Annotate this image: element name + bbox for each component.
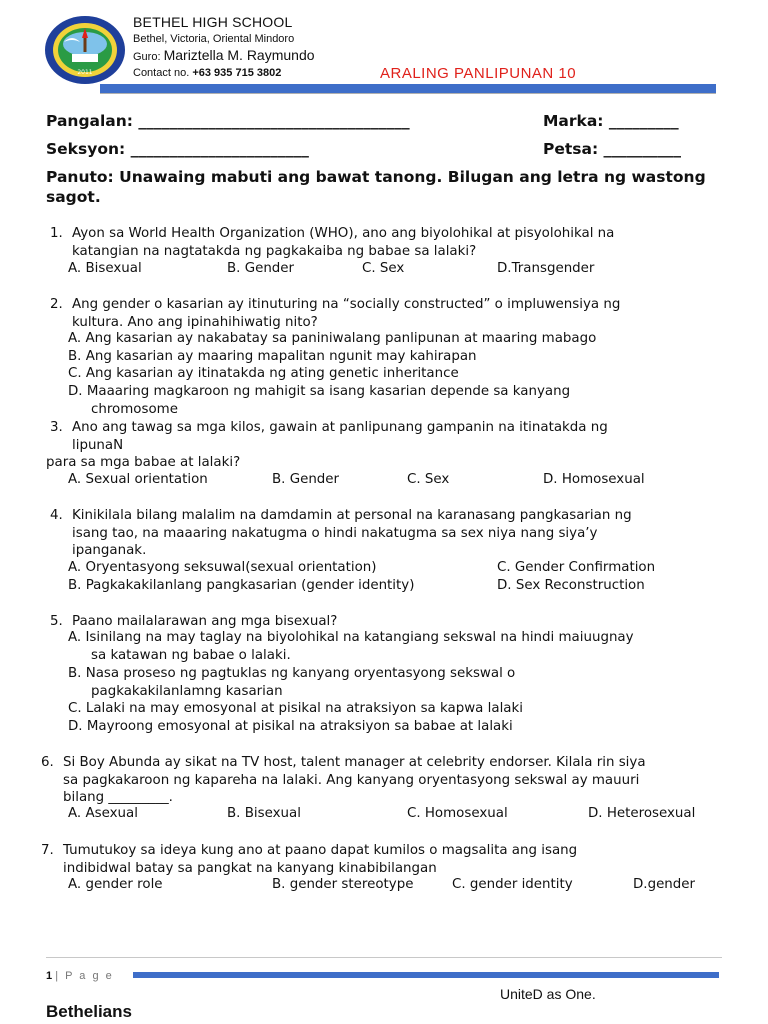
question-line: Si Boy Abunda ay sikat na TV host, talent manager at celebrity endorser. Kilala rin siya [63, 755, 646, 770]
header-divider-bar [100, 84, 716, 93]
option-d[interactable]: D. Maaaring magkaroon ng mahigit sa isang kasarian depende sa kanyang [68, 384, 571, 399]
option-c[interactable]: C. gender identity [452, 877, 573, 892]
option-b[interactable]: B. Nasa proseso ng pagtuklas ng kanyang oryentasyong sekswal o [68, 666, 516, 681]
option-b-continued: pagkakakilanlamng kasarian [91, 684, 283, 699]
question-line: sa pagkakaroon ng kapareha na lalaki. Ang kanyang oryentasyong sekswal ay mauuri [63, 772, 640, 788]
option-b[interactable]: B. Bisexual [227, 806, 301, 821]
question-line: katangian na nagtatakda ng pagkakaiba ng babae sa lalaki? [72, 243, 477, 259]
question-line: Kinikilala bilang malalim na damdamin at personal na karanasang pangkasarian ng [72, 508, 632, 523]
option-c[interactable]: C. Sex [362, 261, 405, 276]
header-divider-line [100, 93, 716, 94]
score-field[interactable]: Marka: _________ [543, 112, 679, 130]
school-seal-logo [42, 14, 128, 86]
instructions: Panuto: Unawaing mabuti ang bawat tanong. Bilugan ang letra ng wastong sagot. [46, 168, 706, 206]
question-line: bilang _________. [63, 790, 173, 806]
teacher-line [133, 47, 315, 63]
school-motto: UniteD as One. [500, 986, 596, 1002]
question-line: kultura. Ano ang ipinahihiwatig nito? [72, 314, 318, 330]
subject-title: ARALING PANLIPUNAN 10 [380, 65, 577, 82]
question-text [72, 419, 608, 454]
option-c[interactable]: C. Sex [407, 472, 450, 487]
option-a[interactable]: A. Isinilang na may taglay na biyolohikal na katangiang sekswal na hindi maiuugnay [68, 630, 634, 645]
question-line: Ayon sa World Health Organization (WHO), ano ang biyolohikal at pisyolohikal na [72, 226, 615, 241]
teacher-label: Guro: [133, 51, 161, 63]
option-a-continued: sa katawan ng babae o lalaki. [91, 648, 291, 663]
bethelians-label: Bethelians [46, 1002, 132, 1021]
option-c[interactable]: C. Homosexual [407, 806, 508, 821]
option-d[interactable]: D.Transgender [497, 261, 595, 276]
question-number: 4. [50, 508, 63, 523]
option-d[interactable]: D. Mayroong emosyonal at pisikal na atraksiyon sa babae at lalaki [68, 719, 513, 734]
name-field[interactable]: Pangalan: ___________________________________ [46, 112, 410, 130]
question-number: 1. [50, 226, 63, 241]
question-line: Ano ang tawag sa mga kilos, gawain at panlipunang gampanin na itinatakda ng [72, 420, 608, 435]
option-b[interactable]: B. Gender [272, 472, 340, 487]
school-address: Bethel, Victoria, Oriental Mindoro [133, 33, 295, 45]
option-a[interactable]: A. Ang kasarian ay nakabatay sa paniniwalang panlipunan at maaring mabago [68, 331, 597, 346]
option-b[interactable]: B. gender stereotype [272, 877, 414, 892]
question-text [63, 754, 646, 807]
option-c[interactable]: C. Lalaki na may emosyonal at pisikal na atraksiyon sa kapwa lalaki [68, 701, 523, 716]
option-d-continued: chromosome [91, 402, 178, 417]
question-text [72, 296, 620, 331]
question-number: 5. [50, 614, 63, 629]
section-field[interactable]: Seksyon: _______________________ [46, 140, 309, 158]
school-name: BETHEL HIGH SCHOOL [133, 14, 293, 30]
option-d[interactable]: D. Homosexual [543, 472, 645, 487]
question-number: 3. [50, 420, 63, 435]
question-line: lipunaN [72, 437, 124, 453]
seal-year: 2011 [77, 69, 93, 76]
option-b[interactable]: B. Ang kasarian ay maaring mapalitan ngunit may kahirapan [68, 349, 477, 364]
option-d[interactable]: D. Sex Reconstruction [497, 578, 645, 593]
contact-label: Contact no. [133, 67, 190, 79]
question-line: isang tao, na maaaring nakatugma o hindi nakatugma sa sex niya nang siya’y [72, 525, 598, 541]
question-3-continued: para sa mga babae at lalaki? [46, 455, 241, 470]
question-line: Paano mailalarawan ang mga bisexual? [72, 614, 338, 629]
question-line: indibidwal batay sa pangkat na kanyang kinabibilangan [63, 860, 437, 876]
option-b[interactable]: B. Gender [227, 261, 295, 276]
question-text [63, 842, 577, 877]
option-d[interactable]: D.gender [633, 877, 696, 892]
question-text [72, 613, 337, 631]
question-line: ipanganak. [72, 543, 147, 559]
question-number: 6. [41, 755, 54, 770]
footer-divider-line [46, 957, 722, 958]
page-number [46, 970, 114, 982]
page-number-value: 1 [46, 970, 53, 982]
option-a[interactable]: A. Oryentasyong seksuwal(sexual orientation) [68, 560, 377, 575]
contact-number: +63 935 715 3802 [192, 67, 282, 79]
option-a[interactable]: A. Asexual [68, 806, 138, 821]
option-a[interactable]: A. gender role [68, 877, 163, 892]
question-number: 2. [50, 297, 63, 312]
question-text [72, 225, 614, 260]
question-line: Tumutukoy sa ideya kung ano at paano dapat kumilos o magsalita ang isang [63, 843, 578, 858]
date-field[interactable]: Petsa: __________ [543, 140, 682, 158]
option-a[interactable]: A. Bisexual [68, 261, 142, 276]
footer-divider-bar [133, 972, 719, 978]
question-text [72, 507, 632, 560]
option-c[interactable]: C. Ang kasarian ay itinatakda ng ating genetic inheritance [68, 366, 459, 381]
page-label: | P a g e [55, 970, 114, 982]
question-line: Ang gender o kasarian ay itinuturing na “socially constructed” o impluwensiya ng [72, 297, 621, 312]
contact-line [133, 67, 281, 79]
option-a[interactable]: A. Sexual orientation [68, 472, 208, 487]
teacher-name: Mariztella M. Raymundo [163, 47, 315, 63]
option-c[interactable]: C. Gender Confirmation [497, 560, 656, 575]
question-number: 7. [41, 843, 54, 858]
option-b[interactable]: B. Pagkakakilanlang pangkasarian (gender identity) [68, 578, 415, 593]
option-d[interactable]: D. Heterosexual [588, 806, 696, 821]
